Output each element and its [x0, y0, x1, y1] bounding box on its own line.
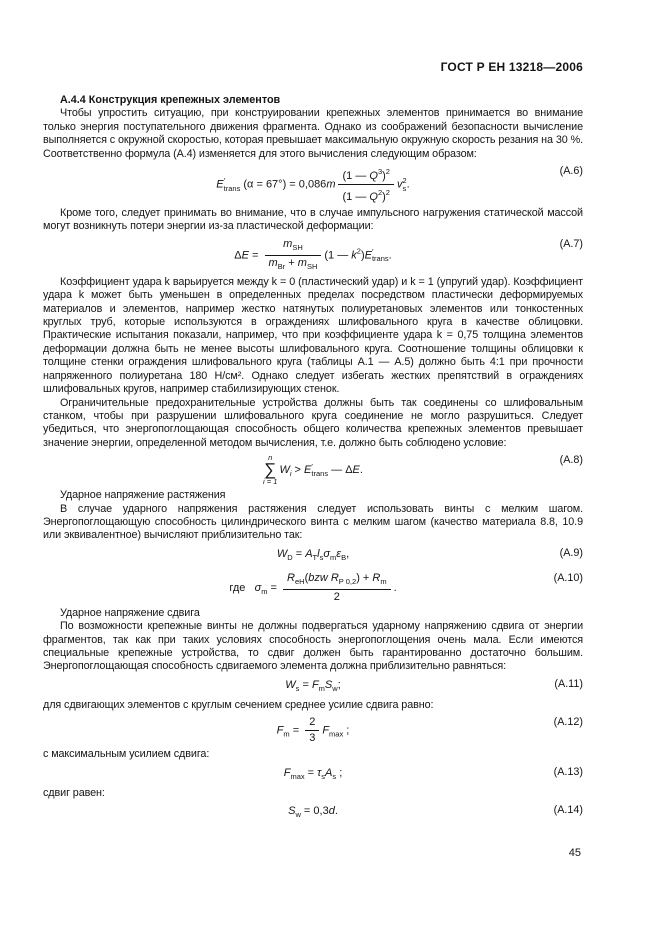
sub-sup-stack: ′ trans: [223, 176, 241, 193]
fraction: $\frac{(1 — Q^3)^2}{(1 — Q^2)^2}$: [338, 165, 393, 204]
paragraph: Ограничительные предохранительные устройства должны быть так соединены со шлифовальным станком, чтобы при разрушении шлифовального круга соединение не могло разрушиться. Следует убедиться, что энергопоглощающая способность общего количества крепежных элементов превышает значение энергии, определенной методом вычисления, т.е. должно быть соблюдено условие:: [43, 396, 583, 449]
page-number: 45: [568, 847, 581, 859]
subheading: Ударное напряжение сдвига: [60, 606, 200, 619]
paragraph: В случае ударного напряжения растяжения следует использовать винты с мелким шагом. Энергопоглощающую способность цилиндрического винта с мелким шагом (качество материала 8.8, 10.9 или эквивалентное) вычисляют приблизительно так:: [43, 502, 583, 542]
formula-label: (А.11): [554, 677, 583, 690]
formula-row: [43, 543, 583, 568]
formula-row: [43, 800, 583, 825]
formula-label: (А.13): [553, 765, 583, 778]
formula-expression: E ′ trans (α = 67°) = 0,086m $\frac{(1 — Q^3)^2}{(1 — Q^2)^2}$ v 2 s .: [216, 167, 410, 204]
formula-row: [43, 674, 583, 699]
formula-expression: $F_m$ = $\frac{2}{3}$ $F_{max}$ ;: [276, 716, 350, 745]
paragraph: Кроме того, следует принимать во внимание, что в случае импульсного нагружения статической массой могут возникнуть потери энергии из-за пластической деформации:: [43, 207, 583, 233]
paragraph: для сдвигающих элементов с круглым сечением среднее усилие сдвига равно:: [43, 698, 434, 711]
formula-expression: $F_{max} = \tau_sA_s$ ;: [283, 766, 343, 781]
formula-label: (А.10): [553, 571, 583, 584]
sub-sup-stack: ′ trans: [311, 461, 329, 479]
paragraph: с максимальным усилием сдвига:: [43, 748, 210, 761]
formula-row: [43, 762, 583, 787]
page-content: [43, 60, 583, 825]
fraction: $\frac{2}{3}$: [305, 716, 319, 745]
formula-label: (А.6): [559, 165, 583, 178]
formula-expression: где $\sigma_m$ = $\frac{R_{eH}(bzw R_{P 0,2}) + R_m}{2}$ .: [229, 571, 397, 603]
section-heading: А.4.4 Конструкция крепежных элементов: [60, 94, 281, 106]
subheading: Ударное напряжение растяжения: [60, 489, 226, 502]
formula-expression: n ∑ i = 1 $W_i > E$ ′ trans — ΔE.: [263, 453, 363, 487]
formula-row: [43, 712, 583, 748]
formula-label: (А.7): [559, 237, 583, 250]
formula-row: [43, 234, 583, 276]
formula-row: [43, 161, 583, 207]
formula-row: [43, 568, 583, 607]
fraction: $\frac{R_{eH}(bzw R_{P 0,2}) + R_m}{2}$: [283, 572, 391, 604]
formula-expression: $W_D = A_Tl_s\sigma_m\varepsilon_B$,: [276, 547, 350, 562]
formula-label: (А.9): [559, 546, 583, 559]
sub-sup-stack: ′ trans: [371, 246, 389, 264]
sub-sup-stack: 2 s: [402, 176, 407, 193]
paragraph: Чтобы упростить ситуацию, при конструировании крепежных элементов принимается во внимание только энергия поступательного движения фрагмента. Однако из соображений безопасности вычисление выполняется с окружной скоростью, которая превышает максимальную окружную скорость резания на 30 %. Соответственно формула (А.4) изменяется для этого вычисления следующим образом:: [43, 107, 583, 160]
formula-row: [43, 450, 583, 489]
formula-expression: $W_s = F_mS_w$;: [285, 678, 341, 693]
summation-symbol: n ∑ i = 1: [263, 453, 278, 487]
formula-label: (А.14): [553, 804, 583, 816]
standard-code-header: ГОСТ Р ЕН 13218—2006: [440, 60, 583, 74]
formula-label: (А.8): [559, 454, 583, 467]
document-body: [43, 94, 583, 825]
paragraph: По возможности крепежные винты не должны подвергаться ударному напряжению сдвига от энергии фрагментов, так как при таких условиях способность энергопоглощения очень мала. Если имеются специальные крепежные устройства, то сдвиг должен быть гарантированно достаточно большим. Энергопоглощающая способность сдвигаемого элемента должна приблизительно равняться:: [43, 620, 583, 673]
formula-label: (А.12): [553, 716, 583, 729]
formula-expression: $S_w = 0,3d$.: [288, 805, 338, 819]
fraction: $\frac{m_{SH}}{m_{Br} + m_{SH}}$: [265, 238, 322, 273]
paragraph: Коэффициент удара k варьируется между k = 0 (пластический удар) и k = 1 (упругий удар). Коэффициент удара k может быть уменьшен в определенных пределах посредством пластически деформируемых материалов и элементов, например жестко натянутых полиуретановых элементов или тонкостенных круглых труб, которые используются в ограждениях шлифовального круга в качестве облицовки. Практические испытания показали, например, что при коэффициенте удара k = 0,75 толщина элементов деформации должна быть не менее высоты шлифовального круга. Соотношение толщины облицовки к толщине стенки ограждения шлифовального круга (таблицы А.1 — А.5) должно быть 4:1 при прочности напряженного полиуретана 180 Н/см². Однако следует избегать жестких препятствий в ограждениях шлифовальных кругов, например стабилизирующих стенок.: [43, 275, 583, 396]
paragraph: сдвиг равен:: [43, 786, 105, 799]
formula-expression: ΔE = $\frac{m_{SH}}{m_{Br} + m_{SH}}$ (1 — $k^2)E$ ′ trans .: [234, 237, 392, 271]
